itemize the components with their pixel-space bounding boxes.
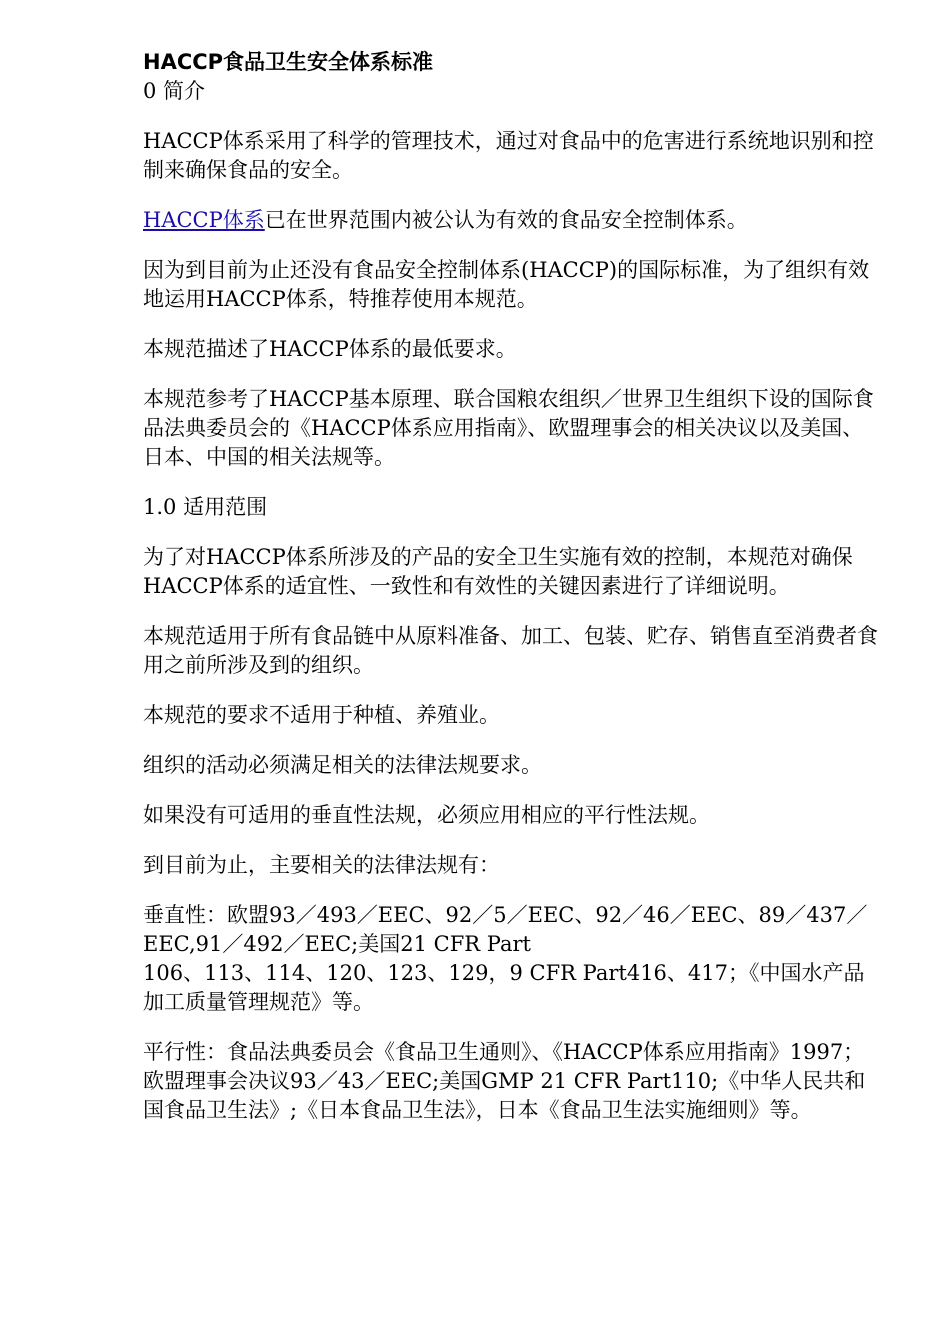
paragraph-1: HACCP体系采用了科学的管理技术，通过对食品中的危害进行系统地识别和控制来确保食品的安全。 [143,129,874,182]
paragraph-12-line-2: 106、113、114、120、123、129，9 CFR Part416、417；《中国水产品加工质量管理规范》等。 [143,961,865,1014]
paragraph-13: 平行性：食品法典委员会《食品卫生通则》、《HACCP体系应用指南》1997；欧盟理事会决议93／43／EEC;美国GMP 21 CFR Part110;《中华人民共和国食品卫生法》;《日本食品卫生法》，日本《食品卫生法实施细则》等。 [143,1040,866,1122]
paragraph-2 [143,206,883,235]
paragraph-6: 为了对HACCP体系所涉及的产品的安全卫生实施有效的控制，本规范对确保HACCP体系的适宜性、一致性和有效性的关键因素进行了详细说明。 [143,545,853,598]
intro-heading: 0 简介 [143,79,206,103]
paragraph-12-line-1: 垂直性：欧盟93／493／EEC、92／5／EEC、92／46／EEC、89／437／EEC,91／492／EEC;美国21 CFR Part [143,903,868,956]
paragraph-2-text: 已在世界范围内被公认为有效的食品安全控制体系。 [264,208,748,232]
paragraph-12 [143,901,883,1017]
paragraph-3: 因为到目前为止还没有食品安全控制体系(HACCP)的国际标准，为了组织有效地运用HACCP体系，特推荐使用本规范。 [143,258,870,311]
document-title: HACCP食品卫生安全体系标准 [143,50,434,74]
paragraph-7: 本规范适用于所有食品链中从原料准备、加工、包装、贮存、销售直至消费者食用之前所涉及到的组织。 [143,624,878,677]
scope-heading: 1.0 适用范围 [143,495,268,519]
paragraph-8: 本规范的要求不适用于种植、养殖业。 [143,703,500,727]
paragraph-4: 本规范描述了HACCP体系的最低要求。 [143,337,517,361]
document-body [143,48,883,1146]
paragraph-11: 到目前为止，主要相关的法律法规有： [143,853,500,877]
paragraph-5: 本规范参考了HACCP基本原理、联合国粮农组织／世界卫生组织下设的国际食品法典委员会的《HACCP体系应用指南》、欧盟理事会的相关决议以及美国、日本、中国的相关法规等。 [143,387,874,469]
paragraph-10: 如果没有可适用的垂直性法规，必须应用相应的平行性法规。 [143,803,710,827]
haccp-system-link[interactable]: HACCP体系 [143,208,265,232]
paragraph-9: 组织的活动必须满足相关的法律法规要求。 [143,753,542,777]
